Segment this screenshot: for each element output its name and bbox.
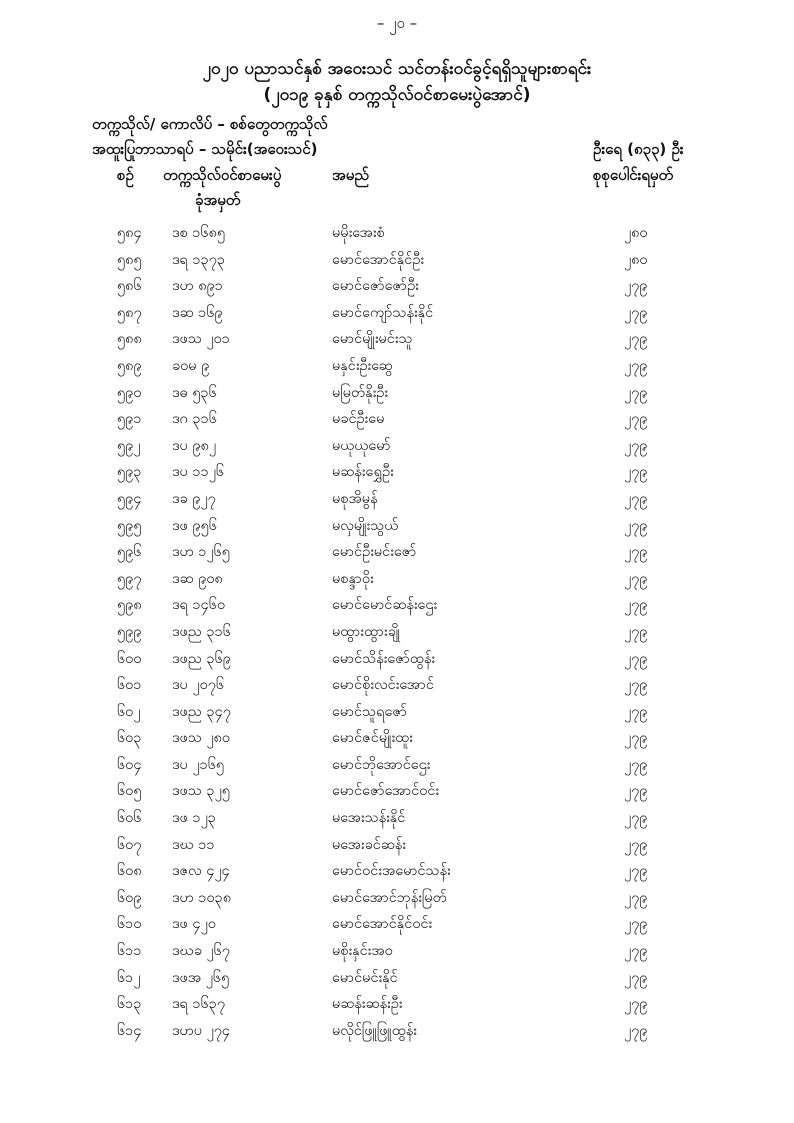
table-row xyxy=(0,991,794,1018)
row-roll-number: ဒခ ၉၂၇ xyxy=(172,490,216,507)
row-score: ၂၇၉ xyxy=(624,810,648,827)
row-serial-no: ၅၈၇ xyxy=(117,304,142,321)
row-serial-no: ၅၉၀ xyxy=(117,384,142,401)
row-score: ၂၇၉ xyxy=(624,916,648,933)
row-name: မမိုးအေးစံ xyxy=(332,225,385,241)
row-name: မစုအိမွန် xyxy=(332,490,378,507)
row-roll-number: ဒဖအ ၂၆၅ xyxy=(172,969,230,986)
row-serial-no: ၆၁၀ xyxy=(117,916,142,933)
row-score: ၂၇၉ xyxy=(624,331,648,348)
row-name: မစိုးနှင်းအဝ xyxy=(332,943,393,960)
table-row xyxy=(0,326,794,353)
row-roll-number: ဒဂ ၃၁၆ xyxy=(172,411,217,428)
row-serial-no: ၅၈၉ xyxy=(117,357,142,374)
row-name: မောင်အောင်နိုင်ဝင်း xyxy=(332,916,433,933)
row-name: မောင်သူရဇော် xyxy=(332,703,407,720)
row-score: ၂၇၉ xyxy=(624,650,648,667)
row-score: ၂၇၉ xyxy=(624,783,648,800)
row-score: ၂၇၉ xyxy=(624,1022,648,1039)
row-name: မောင်မောင်ဆန်းဌေး xyxy=(332,597,438,614)
row-serial-no: ၅၉၈ xyxy=(117,597,142,614)
row-roll-number: ဒဖ ၁၂၃ xyxy=(172,810,216,827)
row-roll-number: ဒဖ ၉၅၆ xyxy=(172,517,217,534)
row-roll-number: ဒဟ ၁၂၆၅ xyxy=(172,544,230,561)
row-roll-number: ဒဟ ၁၀၃၈ xyxy=(172,889,232,906)
table-row xyxy=(0,433,794,460)
row-serial-no: ၅၉၅ xyxy=(117,517,142,534)
page-number: – ၂၀ – xyxy=(376,14,418,32)
row-roll-number: ဒဆ ၁၆၉ xyxy=(172,304,223,321)
row-serial-no: ၆၁၂ xyxy=(117,969,141,986)
row-score: ၂၇၉ xyxy=(624,756,648,773)
header-name: အမည် xyxy=(332,166,369,184)
row-name: မနှင်းဦးဆွေ xyxy=(332,357,393,374)
university-line: တက္ကသိုလ်/ ကောလိပ် – စစ်တွေတက္ကသိုလ် xyxy=(92,115,328,133)
row-score: ၂၇၉ xyxy=(624,623,648,640)
row-roll-number: ဒရ ၁၆၃၇ xyxy=(172,996,226,1013)
row-roll-number: ဒပ ၁၁၂၆ xyxy=(172,464,225,481)
row-name: မောင်အောင်ဘုန်းမြတ် xyxy=(332,889,447,906)
table-row xyxy=(0,646,794,673)
table-row xyxy=(0,220,794,247)
row-serial-no: ၅၈၅ xyxy=(117,251,142,268)
table-row xyxy=(0,273,794,300)
row-roll-number: ဒဟ ၈၉၁ xyxy=(172,278,223,295)
row-serial-no: ၆၀၄ xyxy=(117,756,142,773)
row-score: ၂၇၉ xyxy=(624,411,648,428)
row-roll-number: ဒဇလ ၄၂၄ xyxy=(172,863,230,880)
student-list xyxy=(0,220,794,1044)
row-name: မောင်ဇင်မျိုးထူး xyxy=(332,730,413,747)
row-roll-number: ဒရ ၁၄၆၀ xyxy=(172,597,226,614)
row-name: မမြတ်နိုးဦး xyxy=(332,384,389,401)
row-score: ၂၇၉ xyxy=(624,969,648,986)
row-score: ၂၇၉ xyxy=(624,384,648,401)
row-serial-no: ၆၁၃ xyxy=(117,996,142,1013)
row-name: မောင်ဦးမင်းဇော် xyxy=(332,544,417,561)
row-serial-no: ၅၈၈ xyxy=(117,331,142,348)
row-serial-no: ၆၀၈ xyxy=(117,863,142,880)
table-row xyxy=(0,353,794,380)
table-row xyxy=(0,699,794,726)
row-serial-no: ၅၉၆ xyxy=(117,544,142,561)
document-title: ၂၀၂၀ ပညာသင်နှစ် အဝေးသင် သင်တန်းဝင်ခွင့်ရရှိသူများစာရင်း xyxy=(202,59,592,79)
table-row xyxy=(0,459,794,486)
row-serial-no: ၅၉၁ xyxy=(117,411,142,428)
row-roll-number: ဒဖသ ၂၀၁ xyxy=(172,331,230,348)
row-name: မောင်ဇော်ဇော်ဦး xyxy=(332,278,419,295)
row-name: မဆန်းဆန်းဦး xyxy=(332,996,403,1013)
row-roll-number: ဒဆ ၉၀၈ xyxy=(172,570,223,587)
row-score: ၂၇၉ xyxy=(624,836,648,853)
row-roll-number: ဒပ ၉၈၂ xyxy=(172,437,217,454)
row-score: ၂၇၉ xyxy=(624,517,648,534)
row-name: မောင်ဝင်းအမောင်သန်း xyxy=(332,863,451,880)
row-serial-no: ၆၀၁ xyxy=(117,677,142,694)
row-roll-number: ဒပ ၂၀၇၆ xyxy=(172,677,225,694)
row-roll-number: ဒဖ ၄၂၀ xyxy=(172,916,216,933)
header-roll-number: တက္ကသိုလ်ဝင်စာမေးပွဲ xyxy=(163,166,282,184)
row-serial-no: ၆၀၇ xyxy=(117,836,142,853)
table-row xyxy=(0,832,794,859)
row-score: ၂၇၉ xyxy=(624,304,648,321)
table-row xyxy=(0,672,794,699)
row-roll-number: ဒဓ ၅၃၆ xyxy=(172,384,217,401)
table-row xyxy=(0,778,794,805)
row-serial-no: ၆၀၂ xyxy=(117,703,141,720)
major-line: အထူးပြုဘာသာရပ် – သမိုင်း(အဝေးသင်) xyxy=(92,140,318,158)
row-score: ၂၇၉ xyxy=(624,437,648,454)
table-row xyxy=(0,752,794,779)
table-row xyxy=(0,247,794,274)
row-score: ၂၇၉ xyxy=(624,570,648,587)
row-name: မလှမျိုးသွယ် xyxy=(332,517,399,534)
row-score: ၂၈၀ xyxy=(624,225,648,241)
row-name: မလိုင်ဖြူဖြူထွန်း xyxy=(332,1022,417,1039)
row-roll-number: ဒပ ၂၁၆၅ xyxy=(172,756,225,773)
row-roll-number: ဒဖည ၃၁၆ xyxy=(172,623,231,640)
row-name: မထွားထွားချို xyxy=(332,623,401,640)
header-total-score: စုစုပေါင်းရမှတ် xyxy=(593,166,674,184)
table-row xyxy=(0,1018,794,1045)
row-name: မောင်မျိုးမင်းသူ xyxy=(332,331,413,348)
row-name: မအေးခင်ဆန်း xyxy=(332,836,406,853)
table-row xyxy=(0,566,794,593)
table-row xyxy=(0,539,794,566)
row-score: ၂၇၉ xyxy=(624,863,648,880)
table-row xyxy=(0,592,794,619)
table-row xyxy=(0,725,794,752)
row-name: မောင်သိန်းဇော်ထွန်း xyxy=(332,650,436,667)
row-score: ၂၇၉ xyxy=(624,597,648,614)
row-name: မဆန်းရွှေဦး xyxy=(332,464,394,481)
row-score: ၂၇၉ xyxy=(624,278,648,295)
row-serial-no: ၅၉၄ xyxy=(117,490,142,507)
row-roll-number: ဒဖည ၃၄၇ xyxy=(172,703,231,720)
row-name: မစန္ဒာဝိုး xyxy=(332,570,374,587)
row-serial-no: ၅၈၆ xyxy=(117,278,142,295)
table-row xyxy=(0,406,794,433)
row-serial-no: ၅၉၇ xyxy=(117,570,142,587)
table-row xyxy=(0,300,794,327)
row-serial-no: ၅၈၄ xyxy=(117,225,142,241)
row-name: မယုယုမော် xyxy=(332,437,391,454)
row-score: ၂၇၉ xyxy=(624,730,648,747)
row-score: ၂၇၉ xyxy=(624,357,648,374)
row-name: မောင်ဘိုအောင်ဌေး xyxy=(332,756,431,773)
table-row xyxy=(0,885,794,912)
row-roll-number: ဒစ ၁၆၈၅ xyxy=(172,225,226,241)
row-name: မောင်စိုးလင်းအောင် xyxy=(332,677,434,694)
row-name: မောင်မင်းနိုင် xyxy=(332,969,398,986)
row-name: မအေးသန်းနိုင် xyxy=(332,810,406,827)
row-serial-no: ၅၉၂ xyxy=(117,437,141,454)
row-score: ၂၇၉ xyxy=(624,544,648,561)
row-score: ၂၇၉ xyxy=(624,996,648,1013)
row-score: ၂၇၉ xyxy=(624,889,648,906)
row-score: ၂၇၉ xyxy=(624,943,648,960)
table-row xyxy=(0,513,794,540)
row-serial-no: ၆၀၅ xyxy=(117,783,142,800)
table-row xyxy=(0,805,794,832)
row-score: ၂၇၉ xyxy=(624,464,648,481)
table-row xyxy=(0,486,794,513)
row-serial-no: ၆၀၀ xyxy=(117,650,142,667)
row-serial-no: ၆၀၆ xyxy=(117,810,142,827)
row-score: ၂၇၉ xyxy=(624,677,648,694)
document-subtitle: (၂၀၁၉ ခုနှစ် တက္ကသိုလ်ဝင်စာမေးပွဲအောင်) xyxy=(263,85,531,105)
row-serial-no: ၆၁၁ xyxy=(117,943,142,960)
row-serial-no: ၆၁၄ xyxy=(117,1022,142,1039)
row-roll-number: ဒဃ ၁၁ xyxy=(172,836,215,853)
table-row xyxy=(0,911,794,938)
row-score: ၂၇၉ xyxy=(624,490,648,507)
table-row xyxy=(0,858,794,885)
row-name: မောင်ဇော်အောင်ဝင်း xyxy=(332,783,440,800)
row-name: မောင်ကျော်သန်းနိုင် xyxy=(332,304,434,321)
row-roll-number: ဒဃခ ၂၆၇ xyxy=(172,943,230,960)
row-serial-no: ၆၀၃ xyxy=(117,730,142,747)
row-roll-number: ဒဟပ ၂၇၄ xyxy=(172,1022,231,1039)
row-score: ၂၈၀ xyxy=(624,251,648,268)
row-roll-number: ခဝမ ၉ xyxy=(172,357,210,374)
header-serial-no: စဉ် xyxy=(117,166,134,184)
table-row xyxy=(0,380,794,407)
table-row xyxy=(0,965,794,992)
row-serial-no: ၅၉၃ xyxy=(117,464,142,481)
row-roll-number: ဒဖည ၃၆၉ xyxy=(172,650,231,667)
row-name: မခင်ဦးမေ xyxy=(332,411,385,428)
table-row xyxy=(0,938,794,965)
table-row xyxy=(0,619,794,646)
row-roll-number: ဒဖသ ၃၂၅ xyxy=(172,783,230,800)
row-roll-number: ဒရ ၁၃၇၃ xyxy=(172,251,226,268)
row-roll-number: ဒဖသ ၂၈၀ xyxy=(172,730,231,747)
count-line: ဦးရေ (၈၃၃) ဦး xyxy=(593,140,684,158)
header-roll-number-line-2: ခုံအမှတ် xyxy=(195,191,241,209)
row-name: မောင်အောင်နိုင်ဦး xyxy=(332,251,425,268)
row-score: ၂၇၉ xyxy=(624,703,648,720)
row-serial-no: ၆၀၉ xyxy=(117,889,142,906)
row-serial-no: ၅၉၉ xyxy=(117,623,142,640)
